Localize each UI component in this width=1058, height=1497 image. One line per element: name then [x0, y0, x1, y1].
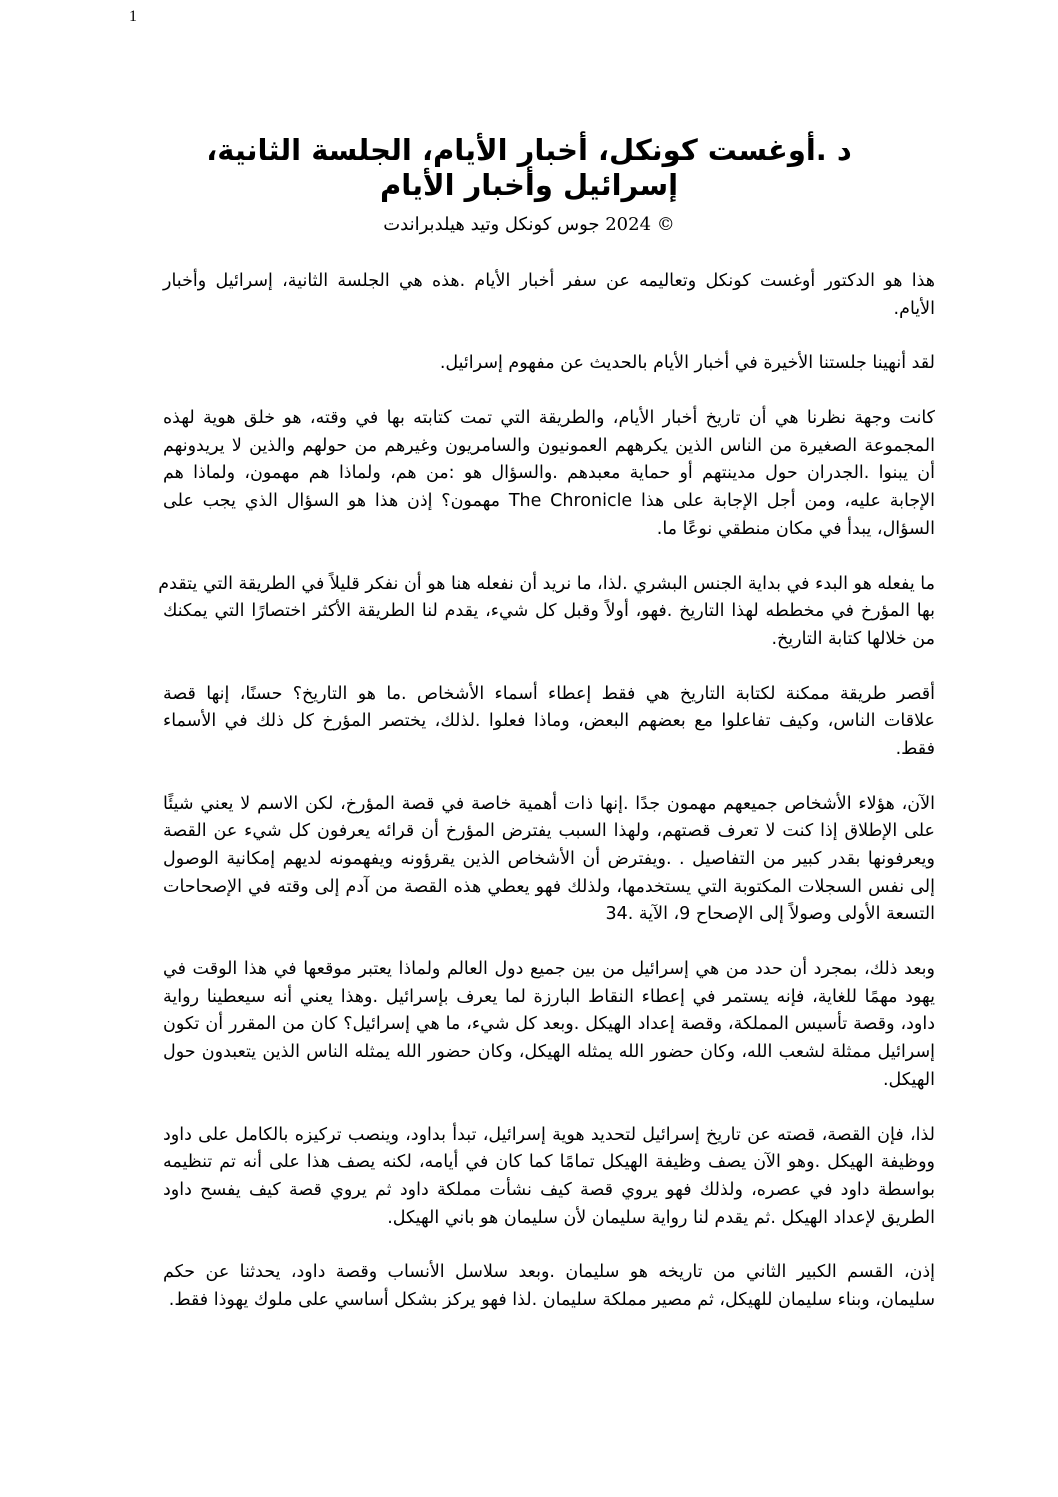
paragraph [163, 956, 935, 1094]
document-title-line-1: د .أوغست كونكل، أخبار الأيام، الجلسة الثانية، [206, 133, 852, 167]
paragraph-line: وبعد ذلك، بمجرد أن حدد من هي إسرائيل من بين جميع دول العالم ولماذا يعتبر موقعها في هذا الوقت في [163, 959, 935, 980]
paragraph-line: سليمان، وبناء سليمان للهيكل، ثم مصير مملكة سليمان .لذا فهو يركز بشكل أساسي على ملوك يهوذا فقط. [168, 1289, 935, 1310]
paragraph [163, 268, 935, 323]
paragraph [163, 791, 935, 929]
paragraph-line: السؤال، يبدأ في مكان منطقي نوعًا ما. [656, 518, 935, 539]
paragraph-line: ووظيفة الهيكل .وهو الآن يصف وظيفة الهيكل تمامًا كما كان في أيامه، لكنه يصف هذا على أنه تم تنظيمه [163, 1152, 935, 1173]
paragraph-line: لذا، فإن القصة، قصته عن تاريخ إسرائيل لتحديد هوية إسرائيل، تبدأ بداود، وينصب تركيزه بالكامل على داود [163, 1124, 935, 1145]
paragraph-line: علاقات الناس، وكيف تفاعلوا مع بعضهم البعض، وماذا فعلوا .لذلك، يختصر المؤرخ كل ذلك في الأسماء [163, 711, 935, 732]
paragraph-line: يهود مهمًا للغاية، فإنه يستمر في إعطاء النقاط البارزة لما يعرف بإسرائيل .وهذا يعني أنه سيعطينا رواية [163, 986, 935, 1007]
paragraph-line: لقد أنهينا جلستنا الأخيرة في أخبار الأيام بالحديث عن مفهوم إسرائيل. [439, 353, 935, 374]
paragraph-line: بها المؤرخ في مخططه لهذا التاريخ .فهو، أولاً وقبل كل شيء، يقدم لنا الطريقة الأكثر اختصارًا التي يمكنك [163, 601, 935, 622]
paragraph [163, 405, 935, 543]
paragraph-line: الطريق لإعداد الهيكل .ثم يقدم لنا رواية سليمان لأن سليمان هو باني الهيكل. [387, 1207, 935, 1228]
paragraph-line: فقط. [895, 738, 935, 759]
paragraph [163, 350, 935, 378]
paragraph [163, 1259, 935, 1314]
page-number: 1 [129, 8, 137, 25]
copyright-line: © 2024 جوس كونكل وتيد هيلدبراندت [383, 214, 675, 235]
paragraph-line: أقصر طريقة ممكنة لكتابة التاريخ هي فقط إعطاء أسماء الأشخاص .ما هو التاريخ؟ حسنًا، إنها قصة [163, 683, 935, 704]
paragraph-line: كانت وجهة نظرنا هي أن تاريخ أخبار الأيام، والطريقة التي تمت كتابته بها في وقته، هو خلق هوية لهذه [163, 408, 935, 429]
paragraph-line: ما يفعله هو البدء في بداية الجنس البشري .لذا، ما نريد أن نفعله هنا هو أن نفكر قليلاً في الطريقة التي يتقدم [158, 573, 935, 594]
paragraph-line: إلى نفس السجلات المكتوبة التي يستخدمها، ولذلك فهو يعطي هذه القصة من آدم إلى وقته في الإصحاحات [163, 876, 935, 897]
paragraph-line: الأيام. [893, 298, 935, 319]
paragraph-line: داود، وقصة تأسيس المملكة، وقصة إعداد الهيكل .وبعد كل شيء، ما هي إسرائيل؟ كان من المقرر أن تكون [163, 1014, 935, 1035]
paragraph-line: الآن، هؤلاء الأشخاص جميعهم مهمون جدًا .إنها ذات أهمية خاصة في قصة المؤرخ، لكن الاسم لا يعني شيئًا [163, 793, 935, 814]
paragraph-line: إذن، القسم الكبير الثاني من تاريخه هو سليمان .وبعد سلاسل الأنساب وقصة داود، يحدثنا عن حكم [163, 1262, 935, 1283]
paragraph-line: هذا هو الدكتور أوغست كونكل وتعاليمه عن سفر أخبار الأيام .هذه هي الجلسة الثانية، إسرائيل وأخبار [163, 271, 935, 291]
paragraph-line: بواسطة داود في عصره، ولذلك فهو يروي قصة كيف نشأت مملكة داود ثم يروي قصة كيف يفسح داود [163, 1179, 935, 1200]
paragraph-line: الإجابة عليه، ومن أجل الإجابة على هذا The Chronicle مهمون؟ إذن هذا هو السؤال الذي يجب على [163, 491, 935, 512]
paragraph-line: على الإطلاق إذا كنت لا تعرف قصتهم، ولهذا السبب يفترض المؤرخ أن قرائه يعرفون كل شيء عن القصة [163, 821, 935, 842]
paragraph-line: من خلالها كتابة التاريخ. [771, 628, 935, 649]
paragraph [158, 571, 935, 654]
paragraph-line: إسرائيل ممثلة لشعب الله، وكان حضور الله يمثله الهيكل، وكان حضور الله يمثله الناس الذين يتعبدون حول [163, 1042, 935, 1063]
paragraph [163, 681, 935, 764]
document-title-line-2: إسرائيل وأخبار الأيام [379, 168, 679, 202]
paragraph-line: الهيكل. [882, 1069, 935, 1090]
paragraph-line: أن يبنوا .الجدران حول مدينتهم أو حماية معبدهم .والسؤال هو :من هم، ولماذا هم مهمون، ولماذا هم [163, 463, 935, 484]
paragraph [163, 1122, 935, 1233]
document-body [158, 268, 935, 1342]
paragraph-line: ويعرفونها بقدر كبير من التفاصيل . .ويفترض أن الأشخاص الذين يقرؤونه ويفهمونه لديهم إمكانية الوصول [163, 849, 935, 869]
paragraph-line: المجموعة الصغيرة من الناس الذين يكرههم العمونيون والسامريون وغيرهم من حولهم والذين لا يريدونهم [163, 435, 935, 456]
paragraph-line: التسعة الأولى وصولاً إلى الإصحاح 9، الآية .34 [605, 904, 935, 925]
